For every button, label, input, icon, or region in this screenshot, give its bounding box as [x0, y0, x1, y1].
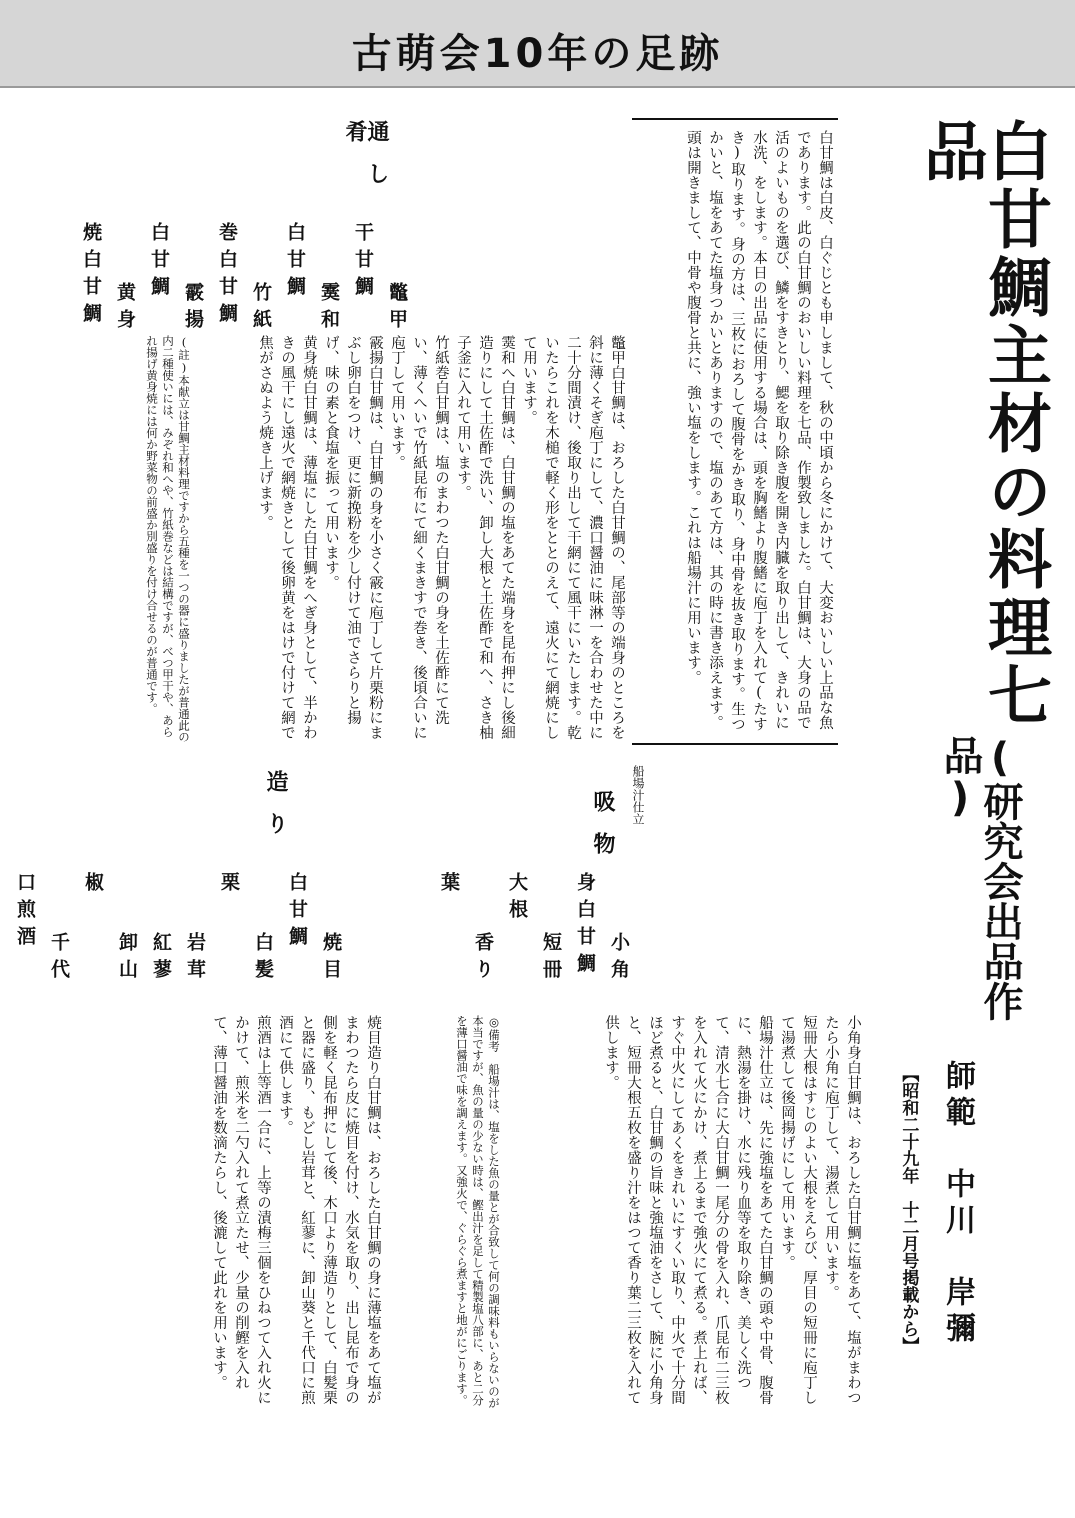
tsukuri-dish: 白髪栗 [218, 872, 274, 986]
suimono-note: ◎備考 船場汁は、塩をした魚の量とが合致して何の調味料もいらないのが本当ですが、魚の量の少ない時は、鰹出汁を足して精製塩八部に、あと二分を薄口醤油で味を調えます。又強火で、ぐらぐら煮ますと地がにごります。 [455, 1015, 501, 1409]
page-header [0, 0, 1075, 88]
author-name: 師範 中川 岸彌 [940, 1060, 975, 1348]
toshi-heading: 通し肴 [342, 120, 390, 204]
main-title: 白甘鯛主材の料理七品 [913, 118, 1051, 730]
suimono-heading: 吸物 [590, 790, 616, 874]
tsukuri-dish: 紅蓼 [150, 932, 172, 986]
tsukuri-dish: 焼目白甘鯛 [286, 872, 342, 986]
toshi-note: (註)本献立は甘鯛主材料理ですから五種を一つの器に盛りましたが普通此の内二種使いには、みぞれ和へや、竹紙巻などは結構ですが、べつ甲干や、あられ揚げ黄身焼には何か野菜物の前盛か別盛りを付け合せるのが普通です。 [145, 335, 191, 743]
intro-text: 白甘鯛は白皮、白ぐじとも申しまして、秋の中頃から冬にかけて、大変おいしい上品な魚であります。此の白甘鯛のおいしい料理を七品、作製致しました。白甘鯛は、大身の品で活のよいものを選び、鱗をすきとり、鰓を取り除き腹を開き内臓を取り出して、きれいに水洗、をします。本日の出品に使用する場合は、頭を胸鰭より腹鰭に庖丁を入れて(たすき)取ります。身の方は、三枚におろして腹骨をかき取り、身中骨を抜き取ります。生つかいと、塩をあてた塩身つかいとありますので、塩のあて方は、其の時に書き添えます。頭は開きまして、中骨や腹骨と共に、強い塩をします。これは船場汁に用います。 [685, 130, 833, 732]
header-title: 古萌会10年の足跡 [351, 31, 724, 77]
toshi-text: 鼈甲白甘鯛は、おろした白甘鯛の、尾部等の端身のところを斜に薄くそぎ庖丁にして、濃口醤油に味淋一を合わせた中に二十分間漬け、後取り出して干網にて風干にいたします。乾いたらこれを木槌で軽く形をととのえて、遠火にて網焼にして用います。 霙和へ白甘鯛は、白甘鯛の塩をあてた端身を昆布押にし後細造りにして土佐酢で洗い、卸し大根と土佐酢で和へ、さき柚子釜に入れて用います。 竹紙巻白甘鯛は、塩のまわつた白甘鯛の身を土佐酢にて洗い、薄くへいで竹紙昆布にて細くまきすで巻き、後頃合いに庖丁して用います。 霰揚白甘鯛は、白甘鯛の身を小さく霰に庖丁して片栗粉にまぶし卵白をつけ、更に新挽粉を少し付けて油でさらりと揚げ、味の素と食塩を振って用います。 黄身焼白甘鯛は、薄塩にした白甘鯛をへぎ身として、半かわきの風干にし遠火で網焼きとして後卵黄をはけで付けて網で焦がさぬよう焼き上げます。 [257, 335, 625, 740]
toshi-dish: 鼈甲干甘鯛 [352, 222, 408, 336]
tsukuri-dish-list [14, 872, 382, 1002]
source-note: 【昭和二十九年 十二月号掲載から】 [898, 1065, 919, 1354]
tsukuri-dish: 千代口煎酒 [14, 872, 70, 986]
tsukuri-dish: 卸山椒 [82, 872, 138, 986]
tsukuri-heading: 造り [263, 770, 289, 854]
tsukuri-dish: 岩茸 [184, 932, 206, 986]
intro-bottom-rule [632, 743, 838, 745]
toshi-dish-list [80, 222, 448, 352]
suimono-dish: 香り葉 [438, 872, 494, 986]
suimono-text: 小角身白甘鯛は、おろした白甘鯛に塩をあて、塩がまわつたら小角に庖丁して、湯煮して用います。 短冊大根はすじのよい大根をえらび、厚目の短冊に庖丁して湯煮して後岡揚げにして用います。 船場汁仕立は、先に強塩をあてた白甘鯛の頭や中骨、腹骨に、熱湯を掛け、水に残り血等を取り除き、美しく洗つて、清水七合に大白甘鯛一尾分の骨を入れ、爪昆布二三枚を入れて火にかけ、煮上るまで強火にて煮る。煮上れば、すぐ中火にしてあくをきれいにすくい取り、中火で十分間ほど煮ると、白甘鯛の旨味と強塩油をさして、腕に小角身と、短冊大根五枚を盛り汁をはつて香り葉二三枚を入れて供します。 [603, 1015, 861, 1405]
toshi-dish: 霙和白甘鯛 [284, 222, 340, 336]
toshi-dish: 霰揚白甘鯛 [148, 222, 204, 336]
suimono-subheading: 船場汁仕立 [631, 765, 645, 825]
toshi-dish: 竹紙巻白甘鯛 [216, 222, 272, 336]
sub-title: (研究会出品作品) [937, 735, 1023, 1021]
toshi-dish: 黄身焼白甘鯛 [80, 222, 136, 336]
intro-top-rule [632, 118, 838, 120]
suimono-dish: 小角身白甘鯛 [574, 872, 630, 986]
tsukuri-text: 焼目造り白甘鯛は、おろした白甘鯛の身に薄塩をあて塩がまわつたら皮に焼目を付け、水気を取り、出し昆布で身の側を軽く昆布押にして後、木口より薄造りとして、白髪栗と器に盛り、もどし岩茸と、紅蓼に、卸山葵と千代口に煎酒にて供します。 煎酒は上等酒一合に、上等の漬梅三個をひねつて入れ火にかけて、煎米を二勺入れて煮立たせ、少量の削鰹を入れて、薄口醤油を数滴たらし、後漉して此れを用います。 [211, 1015, 381, 1405]
suimono-dish: 短冊大根 [506, 872, 562, 986]
suimono-dish-list [438, 872, 670, 1002]
